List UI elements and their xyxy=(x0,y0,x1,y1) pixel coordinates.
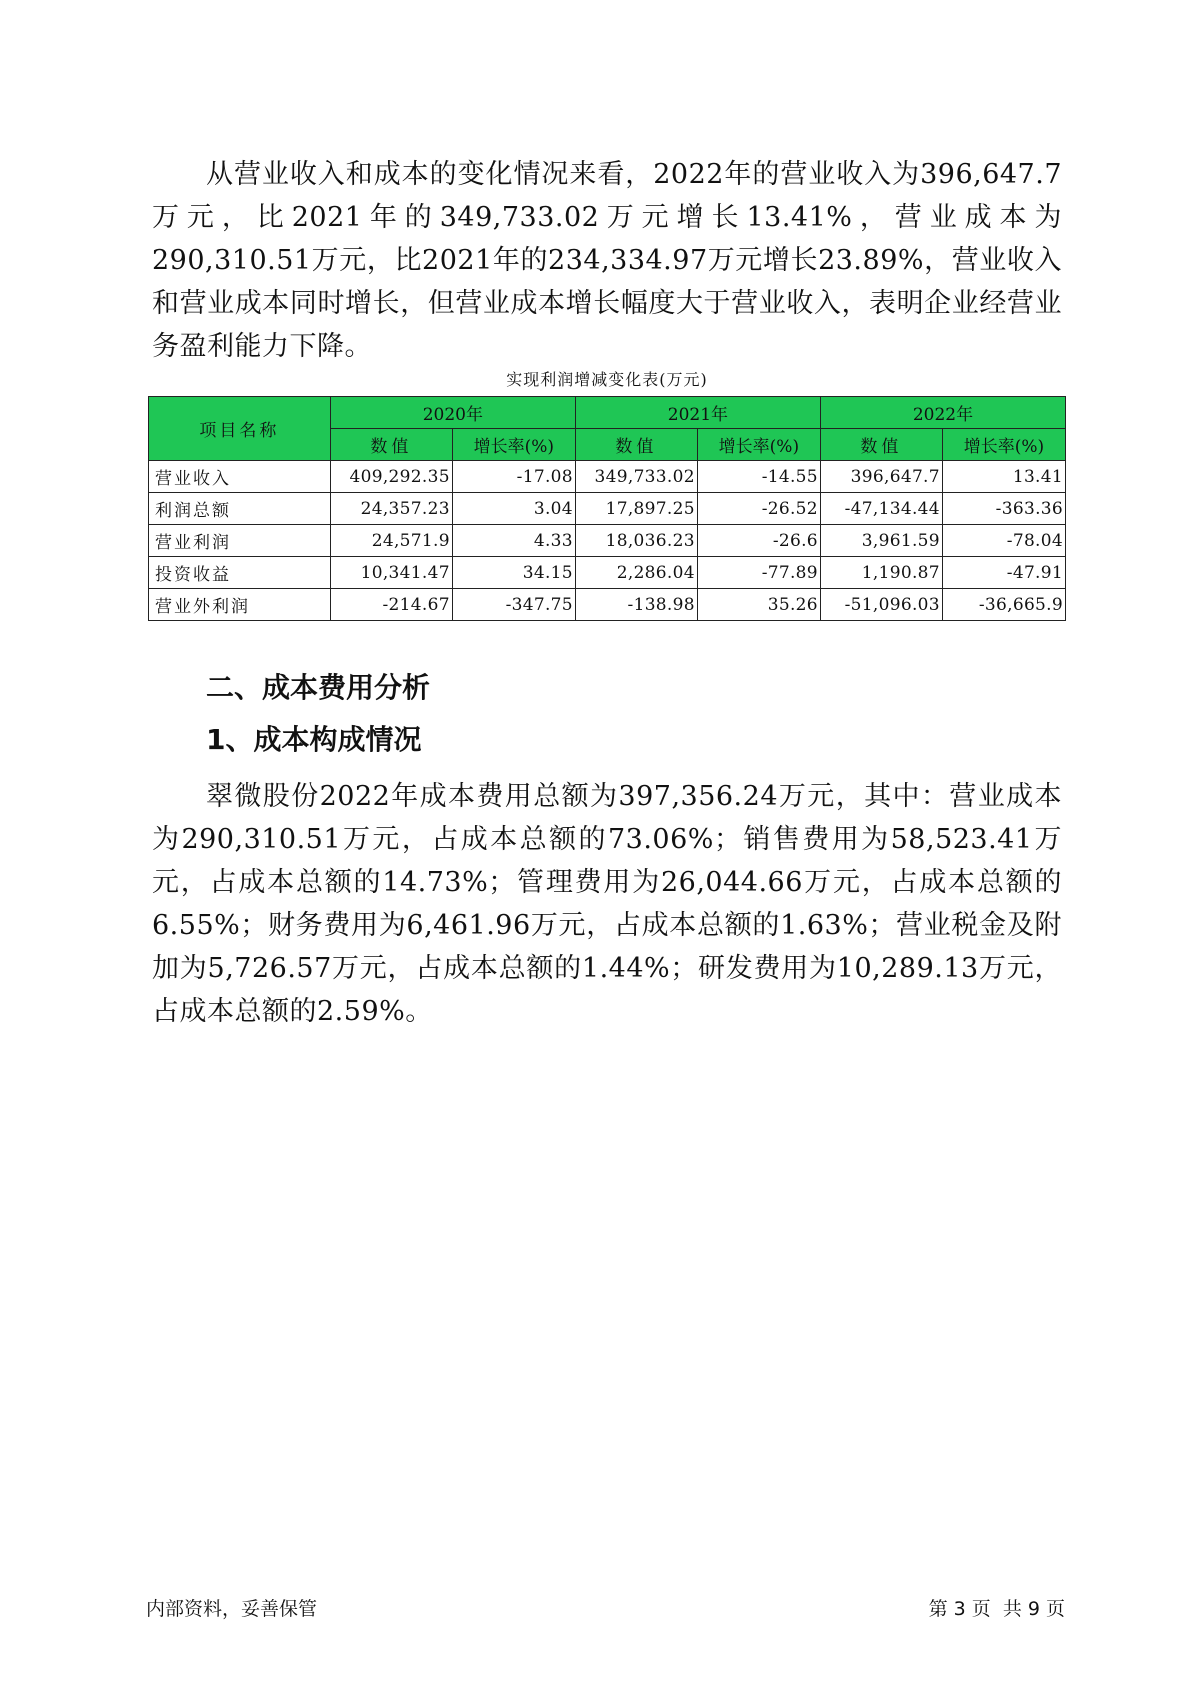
row-label: 投资收益 xyxy=(149,557,331,589)
table-row xyxy=(149,557,1066,589)
value-cell: 349,733.02 xyxy=(575,461,697,493)
row-label: 营业外利润 xyxy=(149,589,331,621)
value-cell: 10,341.47 xyxy=(330,557,452,589)
table-row xyxy=(149,525,1066,557)
value-cell: 2,286.04 xyxy=(575,557,697,589)
table-body xyxy=(149,461,1066,621)
value-cell: -138.98 xyxy=(575,589,697,621)
value-cell: -47,134.44 xyxy=(820,493,942,525)
growth-rate-cell: -14.55 xyxy=(697,461,820,493)
value-cell: 18,036.23 xyxy=(575,525,697,557)
item-name-header: 项目名称 xyxy=(149,397,331,461)
growth-rate-header: 增长率(%) xyxy=(452,429,575,461)
growth-rate-cell: 3.04 xyxy=(452,493,575,525)
value-cell: 24,357.23 xyxy=(330,493,452,525)
year-header-2022: 2022年 xyxy=(820,397,1065,429)
footer-confidential-note: 内部资料，妥善保管 xyxy=(146,1598,318,1620)
row-label: 利润总额 xyxy=(149,493,331,525)
profit-change-table xyxy=(148,396,1066,621)
table-row xyxy=(149,461,1066,493)
growth-rate-cell: -17.08 xyxy=(452,461,575,493)
value-cell: 396,647.7 xyxy=(820,461,942,493)
value-cell: 3,961.59 xyxy=(820,525,942,557)
revenue-cost-paragraph: 从营业收入和成本的变化情况来看，2022年的营业收入为396,647.7万元，比2021年的349,733.02万元增长13.41%，营业成本为290,310.51万元，比2021年的234,334.97万元增长23.89%，营业收入和营业成本同时增长，但营业成本增长幅度大于营业收入，表明企业经营业务盈利能力下降。 xyxy=(152,159,1062,362)
growth-rate-cell: -26.6 xyxy=(697,525,820,557)
table-row xyxy=(149,589,1066,621)
section-heading: 二、成本费用分析 xyxy=(206,671,431,704)
growth-rate-header: 增长率(%) xyxy=(697,429,820,461)
table-row xyxy=(149,493,1066,525)
growth-rate-cell: 13.41 xyxy=(942,461,1065,493)
growth-rate-cell: -36,665.9 xyxy=(942,589,1065,621)
value-header: 数值 xyxy=(820,429,942,461)
year-header-2021: 2021年 xyxy=(575,397,820,429)
growth-rate-cell: -363.36 xyxy=(942,493,1065,525)
cost-composition-paragraph: 翠微股份2022年成本费用总额为397,356.24万元，其中：营业成本为290,310.51万元，占成本总额的73.06%；销售费用为58,523.41万元，占成本总额的14.73%；管理费用为26,044.66万元，占成本总额的6.55%；财务费用为6,461.96万元，占成本总额的1.63%；营业税金及附加为5,726.57万元，占成本总额的1.44%；研发费用为10,289.13万元，占成本总额的2.59%。 xyxy=(152,781,1062,1027)
row-label: 营业利润 xyxy=(149,525,331,557)
growth-rate-cell: -78.04 xyxy=(942,525,1065,557)
value-cell: 24,571.9 xyxy=(330,525,452,557)
table-caption: 实现利润增减变化表(万元) xyxy=(506,370,708,389)
value-cell: 409,292.35 xyxy=(330,461,452,493)
growth-rate-cell: 4.33 xyxy=(452,525,575,557)
value-header: 数值 xyxy=(575,429,697,461)
growth-rate-header: 增长率(%) xyxy=(942,429,1065,461)
value-cell: 17,897.25 xyxy=(575,493,697,525)
value-cell: 1,190.87 xyxy=(820,557,942,589)
year-header-2020: 2020年 xyxy=(330,397,575,429)
table-header-row-years xyxy=(149,397,1066,429)
growth-rate-cell: -47.91 xyxy=(942,557,1065,589)
growth-rate-cell: 34.15 xyxy=(452,557,575,589)
growth-rate-cell: -26.52 xyxy=(697,493,820,525)
growth-rate-cell: -347.75 xyxy=(452,589,575,621)
row-label: 营业收入 xyxy=(149,461,331,493)
growth-rate-cell: -77.89 xyxy=(697,557,820,589)
value-header: 数值 xyxy=(330,429,452,461)
value-cell: -51,096.03 xyxy=(820,589,942,621)
value-cell: -214.67 xyxy=(330,589,452,621)
subsection-heading: 1、成本构成情况 xyxy=(206,723,422,756)
growth-rate-cell: 35.26 xyxy=(697,589,820,621)
footer-page-number: 第 3 页 共 9 页 xyxy=(928,1598,1065,1620)
